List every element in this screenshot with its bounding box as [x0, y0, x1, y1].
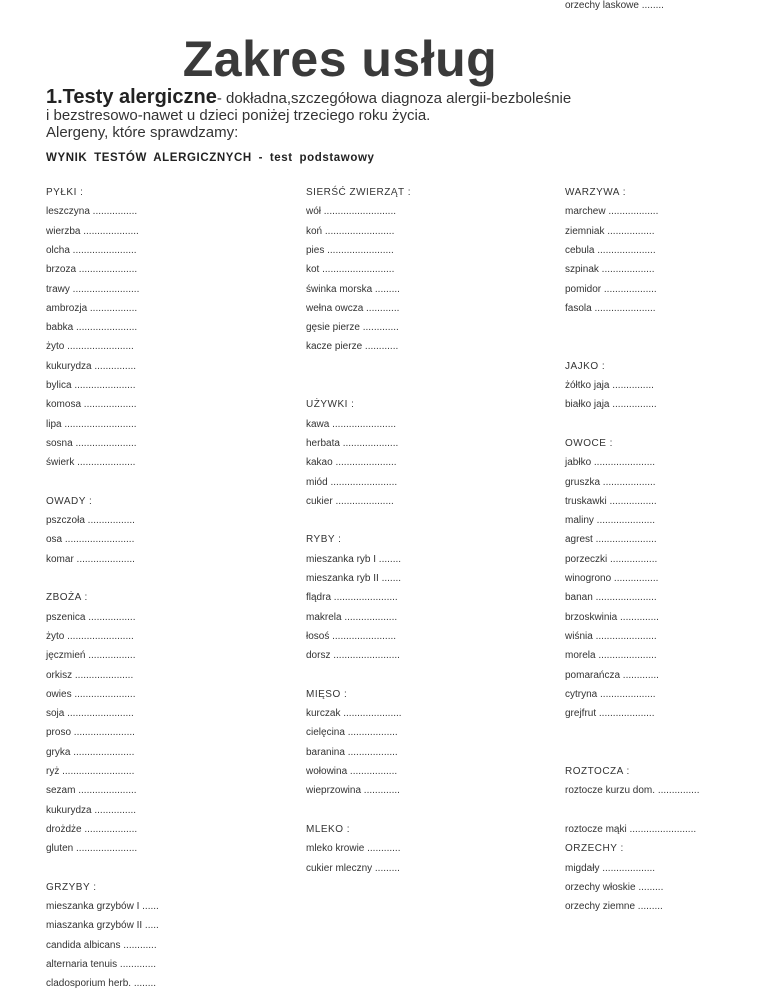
allergen-item: orkisz ..................... — [46, 669, 134, 681]
category-label: ROZTOCZA : — [565, 766, 630, 777]
allergen-item: gluten ...................... — [46, 843, 138, 855]
allergen-item: ziemniak ................. — [565, 225, 655, 237]
allergen-item: wiśnia ...................... — [565, 630, 657, 642]
allergen-item: trawy ........................ — [46, 283, 140, 295]
allergen-item: wierzba .................... — [46, 225, 139, 237]
allergen-item: agrest ...................... — [565, 534, 657, 546]
intro-heading: 1.Testy alergiczne — [46, 86, 217, 108]
allergen-item: cebula ..................... — [565, 244, 656, 256]
allergen-item: winogrono ................ — [565, 573, 659, 584]
allergen-item: świnka morska ......... — [306, 283, 400, 295]
intro-line-3: Alergeny, które sprawdzamy: — [46, 124, 239, 141]
allergen-item: pomarańcza ............. — [565, 669, 659, 681]
category-label: ORZECHY : — [565, 843, 624, 855]
allergen-item: świerk ..................... — [46, 457, 136, 469]
category-label: RYBY : — [306, 534, 342, 546]
allergen-item: cytryna .................... — [565, 688, 656, 700]
allergen-item: mleko krowie ............ — [306, 843, 401, 855]
allergen-item: mieszanka grzybów I ...... — [46, 901, 159, 913]
allergen-item: bylica ...................... — [46, 380, 136, 391]
allergen-item: pies ........................ — [306, 244, 394, 256]
allergen-item: żółtko jaja ............... — [565, 380, 654, 391]
allergen-item: candida albicans ............ — [46, 939, 157, 951]
allergen-item: kot .......................... — [306, 264, 395, 276]
allergen-item: wieprzowina ............. — [306, 785, 400, 797]
allergen-item: roztocze mąki ........................ — [565, 823, 697, 835]
allergen-item: miód ........................ — [306, 476, 398, 488]
allergen-item: cielęcina .................. — [306, 727, 398, 739]
allergen-item: kawa ....................... — [306, 418, 397, 430]
intro-line-2: i bezstresowo-nawet u dzieci poniżej trzeciego roku życia. — [46, 107, 431, 124]
allergen-item: mieszanka ryb II ....... — [306, 573, 402, 584]
allergen-item: miaszanka grzybów II ..... — [46, 920, 159, 932]
allergen-item: wół .......................... — [306, 206, 397, 218]
allergen-item: dorsz ........................ — [306, 650, 400, 662]
allergen-item: pszenica ................. — [46, 611, 136, 623]
allergen-item: orzechy włoskie ......... — [565, 881, 664, 893]
allergen-item: sezam ..................... — [46, 785, 137, 797]
allergen-item: sosna ...................... — [46, 437, 137, 449]
allergen-item: komar ..................... — [46, 553, 135, 565]
allergen-item: wełna owcza ............ — [306, 302, 400, 314]
category-label: UŻYWKI : — [306, 399, 355, 411]
allergen-item: soja ........................ — [46, 708, 134, 720]
allergen-item: olcha ....................... — [46, 244, 137, 256]
allergen-item: migdały ................... — [565, 862, 656, 874]
allergen-item: ryż .......................... — [46, 766, 135, 777]
allergen-item: orzechy laskowe ........ — [565, 0, 664, 11]
allergen-item: wołowina ................. — [306, 766, 398, 777]
allergen-item: fasola ...................... — [565, 302, 656, 314]
category-label: OWADY : — [46, 495, 93, 507]
allergen-item: orzechy ziemne ......... — [565, 901, 663, 913]
allergen-item: szpinak ................... — [565, 264, 655, 276]
allergen-item: białko jaja ................ — [565, 399, 657, 411]
allergen-item: alternaria tenuis ............. — [46, 959, 157, 970]
intro-block — [46, 86, 746, 141]
allergen-item: jęczmień ................. — [46, 650, 136, 662]
allergen-item: mieszanka ryb I ........ — [306, 553, 402, 565]
category-label: MLEKO : — [306, 823, 351, 835]
allergen-item: pomidor ................... — [565, 283, 657, 295]
allergen-item: banan ...................... — [565, 592, 657, 604]
allergen-item: kukurydza ............... — [46, 804, 137, 816]
allergen-item: pszczoła ................. — [46, 515, 135, 527]
allergen-item: cukier mleczny ......... — [306, 862, 400, 874]
allergen-item: herbata .................... — [306, 437, 399, 449]
allergen-item: makrela ................... — [306, 611, 398, 623]
allergen-item: gruszka ................... — [565, 476, 656, 488]
allergen-item: żyto ........................ — [46, 341, 134, 353]
allergen-item: truskawki ................. — [565, 495, 657, 507]
allergen-item: marchew .................. — [565, 206, 659, 218]
allergen-item: morela ..................... — [565, 650, 657, 662]
allergen-item: grejfrut .................... — [565, 708, 655, 720]
category-label: JAJKO : — [565, 360, 606, 372]
allergen-item: roztocze kurzu dom. ............... — [565, 785, 700, 797]
allergen-item: łosoś ....................... — [306, 630, 397, 642]
category-label: GRZYBY : — [46, 881, 97, 893]
allergen-item: kukurydza ............... — [46, 360, 137, 372]
allergen-item: gryka ...................... — [46, 746, 135, 758]
allergen-item: cukier ..................... — [306, 495, 394, 507]
allergen-item: jabłko ...................... — [565, 457, 656, 469]
intro-heading-rest: - dokładna,szczegółowa diagnoza alergii-bezboleśnie — [216, 90, 572, 107]
allergen-item: maliny ..................... — [565, 515, 656, 527]
allergen-item: cladosporium herb. ........ — [46, 978, 157, 990]
allergen-item: komosa ................... — [46, 399, 137, 411]
allergen-item: proso ...................... — [46, 727, 135, 739]
category-label: WARZYWA : — [565, 187, 626, 198]
allergen-item: brzoza ..................... — [46, 264, 138, 276]
category-label: SIERŚĆ ZWIERZĄT : — [306, 187, 411, 198]
page-title: Zakres usług — [182, 31, 498, 87]
category-label: ZBOŻA : — [46, 592, 88, 604]
allergen-item: żyto ........................ — [46, 630, 134, 642]
allergen-item: lipa .......................... — [46, 418, 137, 430]
allergen-item: porzeczki ................. — [565, 553, 658, 565]
allergen-item: baranina .................. — [306, 746, 398, 758]
allergen-item: brzoskwinia .............. — [565, 611, 659, 623]
allergen-item: kacze pierze ............ — [306, 341, 399, 353]
allergen-item: babka ...................... — [46, 322, 138, 334]
allergen-item: gęsie pierze ............. — [306, 322, 399, 334]
category-label: MIĘSO : — [306, 688, 348, 700]
allergen-item: flądra ....................... — [306, 592, 398, 604]
allergen-item: owies ...................... — [46, 688, 136, 700]
allergen-item: koń ......................... — [306, 225, 395, 237]
category-label: OWOCE : — [565, 437, 613, 449]
allergen-item: osa ......................... — [46, 534, 135, 546]
allergen-item: kurczak ..................... — [306, 708, 402, 720]
allergen-item: leszczyna ................ — [46, 206, 138, 218]
results-subheading: WYNIK TESTÓW ALERGICZNYCH - test podstawowy — [46, 152, 375, 164]
allergen-item: ambrozja ................. — [46, 302, 138, 314]
allergen-item: drożdże ................... — [46, 823, 138, 835]
category-label: PYŁKI : — [46, 187, 84, 198]
allergen-item: kakao ...................... — [306, 457, 397, 469]
